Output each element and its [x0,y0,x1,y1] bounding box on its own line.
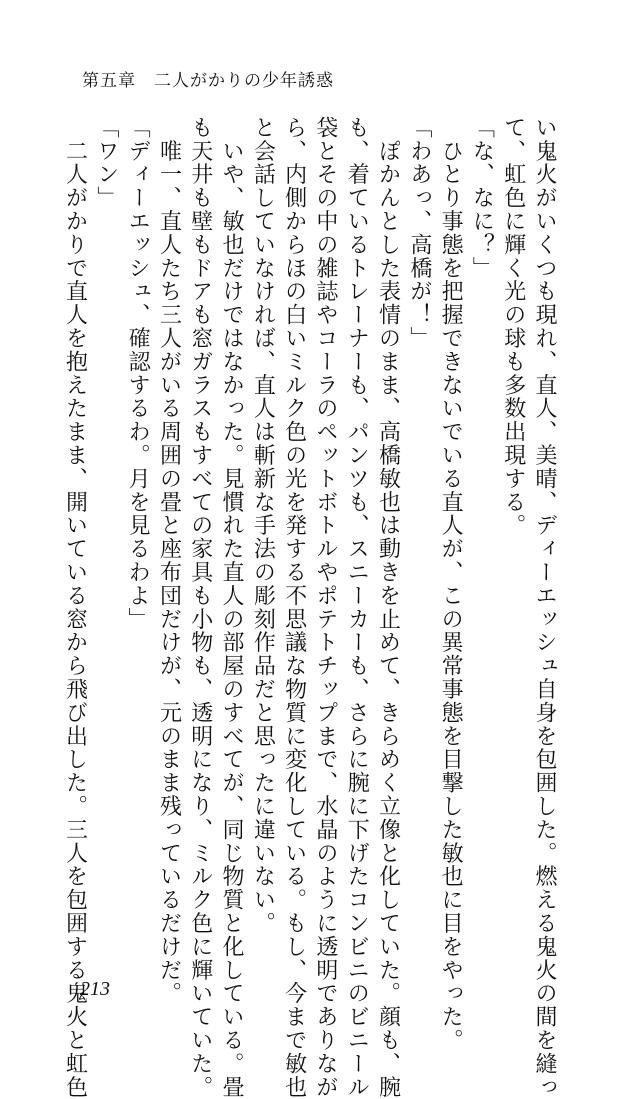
page-number: 213 [80,978,110,1000]
text-line: 二人がかりで直人を抱えたまま、開いている窓から飛び出した。三人を包囲する鬼火と虹色 [62,116,88,1099]
running-head: 第五章 二人がかりの少年誘惑 [82,71,334,91]
text-line: 「な、なに？」 [469,116,495,280]
text-line: 「ワン」 [93,116,119,210]
text-line: 「ディーエッシュ、確認するわ。月を見るわよ」 [125,116,151,631]
text-line: と会話していなければ、直人は斬新な手法の彫刻作品だと思ったに違いない。 [250,116,276,935]
text-line: ら、内側からほの白いミルク色の光を発する不思議な物質に変化している。もし、今まで敏也 [281,116,307,1099]
text-line: 「わあっ、高橋が！」 [406,116,432,350]
text-line: ひとり事態を把握できないでいる直人が、この異常事態を目撃した敏也に目をやった。 [438,116,464,1052]
text-line: 袋とその中の雑誌やコーラのペットボトルやポテトチップまで、水晶のように透明でありなが [312,116,338,1099]
text-line: も天井も壁もドアも窓ガラスもすべての家具も小物も、透明になり、ミルク色に輝いていた。 [187,116,213,1099]
text-line: て、虹色に輝く光の球も多数出現する。 [500,116,526,538]
text-line: ぽかんとした表情のまま、高橋敏也は動きを止めて、きらめく立像と化していた。顔も、腕 [375,116,401,1099]
text-line: い鬼火がいくつも現れ、直人、美晴、ディーエッシュ自身を包囲した。燃える鬼火の間を縫っ [532,116,557,1099]
text-line: いや、敏也だけではなかった。見慣れた直人の部屋のすべてが、同じ物質と化している。畳 [219,116,245,1099]
text-line: も、着ているトレーナーも、パンツも、スニーカーも、さらに腕に下げたコンビニのビニール [344,116,370,1099]
text-line: 唯一、直人たち三人がいる周囲の畳と座布団だけが、元のまま残っているだけだ。 [156,116,182,1006]
